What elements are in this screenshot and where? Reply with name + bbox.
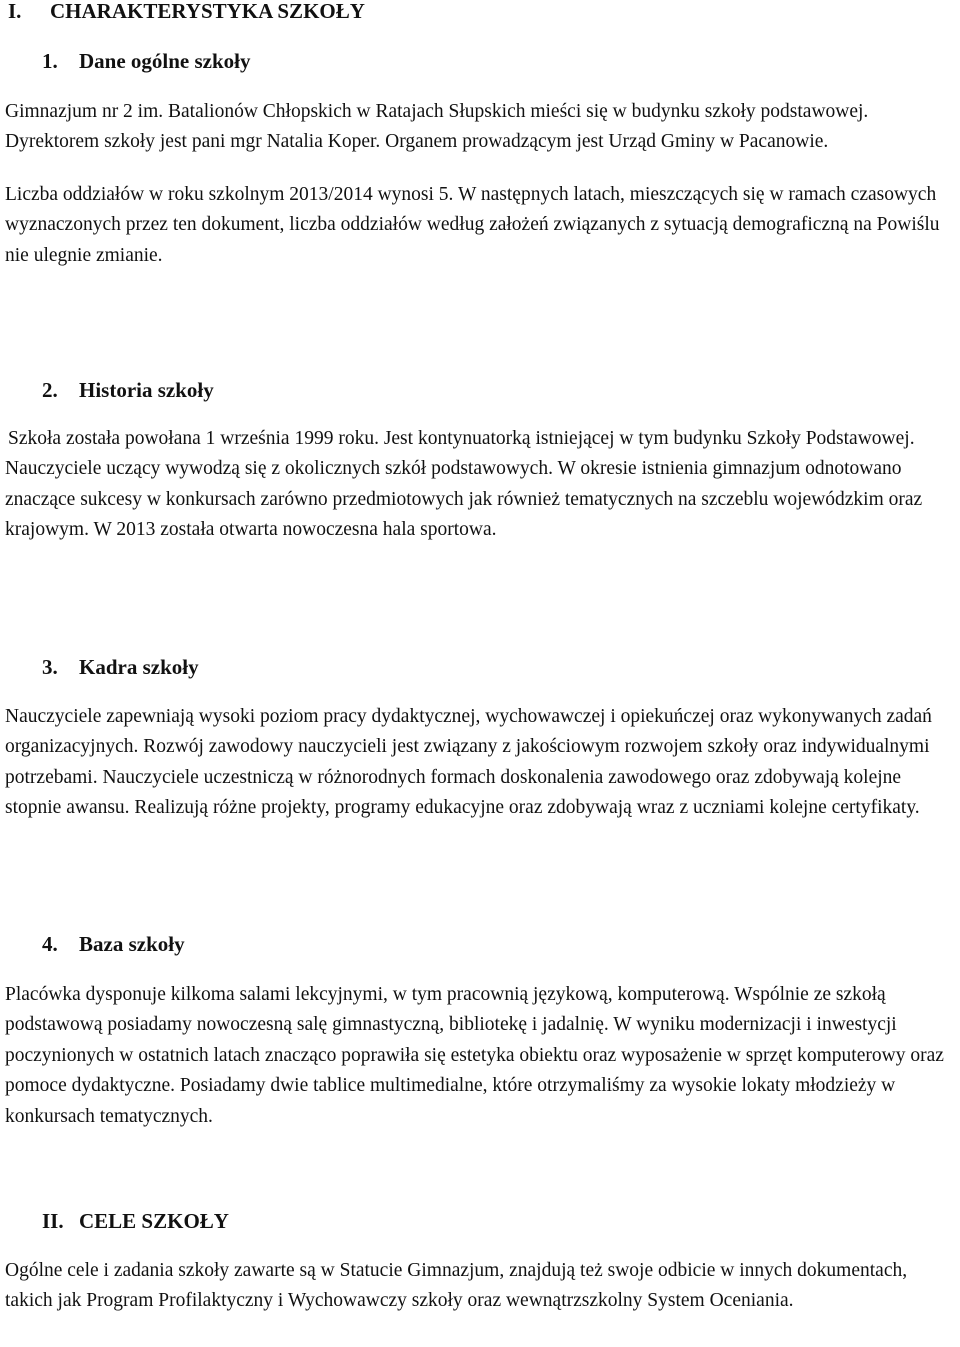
section-title: Historia szkoły [79, 378, 214, 402]
section-number: 4. [42, 932, 58, 956]
paragraph [5, 424, 955, 546]
paragraph-text: Szkoła została powołana 1 września 1999 roku. Jest kontynuatorką istniejącej w tym budynku Szkoły Podstawowej. Nauczyciele uczący wywodzą się z okolicznych szkół podstawowych. W okresie istnienia gimnazjum odnotowano znaczące sukcesy w konkursach zarówno przedmiotowych jak również tematycznych na szczeblu wojewódzkim oraz krajowym. W 2013 została otwarta nowoczesna hala sportowa. [5, 428, 923, 541]
paragraph [5, 1256, 955, 1317]
section-number: 3. [42, 655, 58, 679]
paragraph-text: Placówka dysponuje kilkoma salami lekcyjnymi, w tym pracownią językową, komputerową. Wspólnie ze szkołą podstawową posiadamy nowoczesną salę gimnastyczną, bibliotekę i jadalnię. W wyniku modernizacji i inwestycji poczynionych w ostatnich latach znacząco poprawiła się estetyka obiektu oraz wyposażenie w sprzęt komputerowy oraz pomoce dydaktyczne. Posiadamy dwie tablice multimedialne, które otrzymaliśmy za wysokie lokaty młodzieży w konkursach tematycznych. [5, 984, 944, 1127]
section-heading [42, 48, 251, 74]
chapter-title: CHARAKTERYSTYKA SZKOŁY [50, 0, 365, 23]
section-title: Kadra szkoły [79, 655, 199, 679]
section-heading [42, 654, 199, 680]
section-number: 1. [42, 49, 58, 73]
paragraph-text: Nauczyciele zapewniają wysoki poziom pracy dydaktycznej, wychowawczej i opiekuńczej oraz wykonywanych zadań organizacyjnych. Rozwój zawodowy nauczycieli jest związany z jakościowym rozwojem szkoły oraz indywidualnymi potrzebami. Nauczyciele uczestniczą w różnorodnych formach doskonalenia zawodowego oraz zdobywają kolejne stopnie awansu. Realizują różne projekty, programy edukacyjne oraz zdobywają wraz z uczniami kolejne certyfikaty. [5, 706, 932, 819]
section-heading [42, 931, 185, 957]
chapter-number: I. [8, 0, 22, 23]
paragraph [5, 980, 955, 1132]
section-title: Baza szkoły [79, 932, 185, 956]
section-number: 2. [42, 378, 58, 402]
paragraph [5, 97, 955, 158]
section-title: Dane ogólne szkoły [79, 49, 251, 73]
paragraph [5, 180, 955, 271]
paragraph-text: Gimnazjum nr 2 im. Batalionów Chłopskich w Ratajach Słupskich mieści się w budynku szkoły podstawowej. Dyrektorem szkoły jest pani mgr Natalia Koper. Organem prowadzącym jest Urząd Gminy w Pacanowie. [5, 101, 869, 153]
chapter-heading [8, 0, 365, 24]
chapter-heading [42, 1208, 229, 1234]
paragraph-text: Ogólne cele i zadania szkoły zawarte są w Statucie Gimnazjum, znajdują też swoje odbicie w innych dokumentach, takich jak Program Profilaktyczny i Wychowawczy szkoły oraz wewnątrzszkolny System Oceniania. [5, 1260, 908, 1312]
chapter-number: II. [42, 1209, 64, 1233]
section-heading [42, 377, 214, 403]
paragraph-text: Liczba oddziałów w roku szkolnym 2013/2014 wynosi 5. W następnych latach, mieszczących się w ramach czasowych wyznaczonych przez ten dokument, liczba oddziałów według założeń związanych z sytuacją demograficzną na Powiślu nie ulegnie zmianie. [5, 184, 940, 266]
chapter-title: CELE SZKOŁY [79, 1209, 229, 1233]
paragraph [5, 702, 955, 824]
